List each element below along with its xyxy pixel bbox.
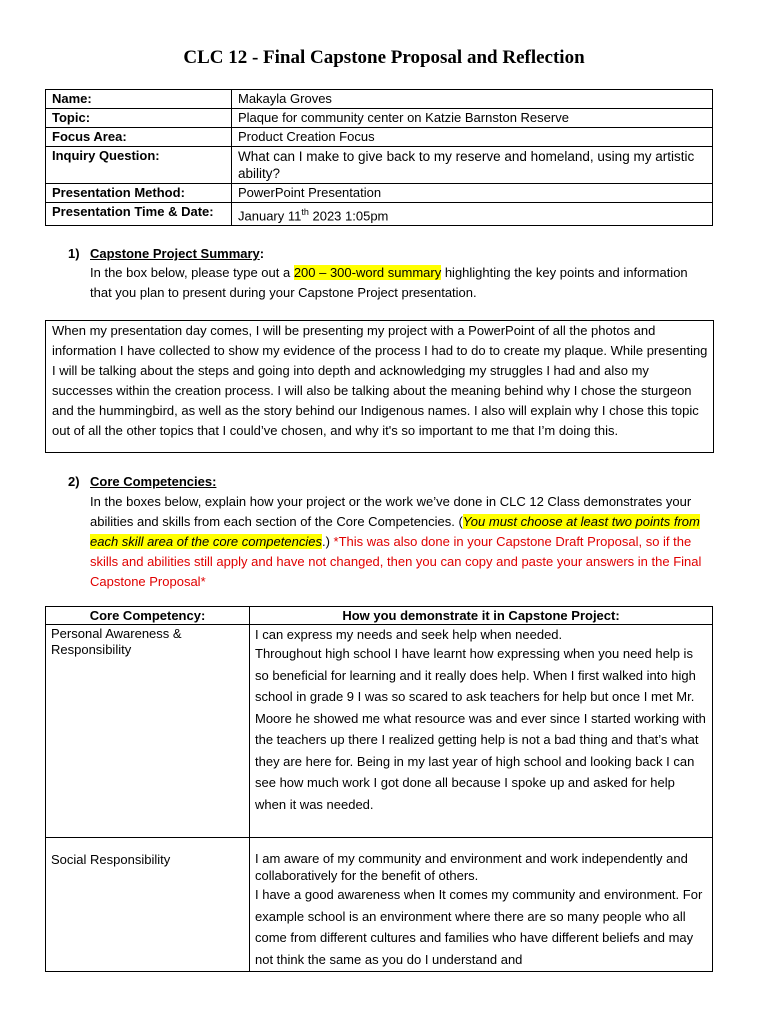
- date-text: January 11: [238, 208, 302, 224]
- competency-text: I have a good awareness when It comes my community and environment. For example school is an environment where there are so many people who all come from different cultures and families who have different beliefs and may not think the same as you do I understand and: [255, 887, 703, 967]
- summary-box: When my presentation day comes, I will be presenting my project with a PowerPoint of all the photos and information I have collected to show my evidence of the process I had to do to create my plaque. While presenting I will be talking about the steps and going into depth and acknowledging my struggles I had and also my successes within the creation process. I will also be talking about the meaning behind why I chose the sturgeon and the hummingbird, as well as the story behind our Indigenous names. I also will explain why I chose this topic out of all the other topics that I could’ve chosen, and why it's so important to me that I’m doing this.: [45, 320, 714, 453]
- student-info-table: [45, 89, 713, 226]
- section-number: 1): [68, 246, 80, 261]
- info-row-topic: [46, 109, 713, 128]
- section-1-heading: [68, 244, 264, 264]
- info-value: Product Creation Focus: [232, 128, 713, 147]
- info-label: Focus Area:: [46, 128, 232, 147]
- info-row-presentation-method: [46, 184, 713, 203]
- competency-text: Throughout high school I have learnt how expressing when you need help is so beneficial for learning and it really does help. When I first walked into high school in grade 9 I was so scared to ask teachers for help but once I met Mr. Moore he showed me what resource was and ever since I started working with the teachers up there I realized getting help is not a bad thing and that’s what they are here for. Being in my last year of high school and looking back I can see how much work I got done all because I spoke up and asked for help when it was needed.: [255, 646, 706, 812]
- section-2-heading: [68, 472, 216, 492]
- competency-first-line: I am aware of my community and environment and work independently and collaboratively for the benefit of others.: [255, 851, 688, 883]
- info-value: Makayla Groves: [232, 90, 713, 109]
- info-label: Inquiry Question:: [46, 147, 232, 184]
- info-label: Name:: [46, 90, 232, 109]
- instruction-text: .): [321, 534, 334, 549]
- info-value: Plaque for community center on Katzie Barnston Reserve: [232, 109, 713, 128]
- document-title: CLC 12 - Final Capstone Proposal and Reflection: [183, 47, 585, 68]
- section-colon: :: [259, 246, 265, 261]
- section-title: Capstone Project Summary: [90, 246, 260, 261]
- table-row: [46, 838, 713, 972]
- table-row: [46, 625, 713, 838]
- section-1-instructions: [90, 263, 710, 303]
- competency-description: [250, 838, 713, 972]
- section-title: Core Competencies:: [90, 474, 217, 489]
- core-competency-table: [45, 606, 713, 972]
- info-value: What can I make to give back to my reserve and homeland, using my artistic ability?: [232, 147, 713, 184]
- instruction-text: In the boxes below, explain how your project or the work we’ve done in CLC 12 Class demonstrates your abilities and skills from each section of the Core Competencies. (: [90, 494, 692, 529]
- section-number: 2): [68, 474, 80, 489]
- info-row-presentation-date: [46, 203, 713, 226]
- column-header: Core Competency:: [46, 607, 250, 625]
- competency-name: Personal Awareness & Responsibility: [46, 625, 250, 838]
- competency-description: [250, 625, 713, 838]
- column-header: How you demonstrate it in Capstone Project:: [250, 607, 713, 625]
- info-row-focus-area: [46, 128, 713, 147]
- instruction-text: In the box below, please type out a: [90, 265, 294, 280]
- info-row-name: [46, 90, 713, 109]
- info-label: Topic:: [46, 109, 232, 128]
- date-time-text: 2023 1:05pm: [308, 208, 389, 224]
- info-label: Presentation Method:: [46, 184, 232, 203]
- info-label: Presentation Time & Date:: [46, 203, 232, 226]
- competency-first-line: I can express my needs and seek help when needed.: [255, 627, 563, 642]
- info-row-inquiry-question: [46, 147, 713, 184]
- competency-name: Social Responsibility: [46, 838, 250, 972]
- info-value: PowerPoint Presentation: [232, 184, 713, 203]
- red-note-text: *This was also done in your Capstone Draft Proposal, so if the skills and abilities still apply and have not changed, then you can copy and paste your answers in the Final Capstone Proposal*: [90, 534, 702, 589]
- section-2-instructions: [90, 492, 710, 592]
- highlighted-text: You must choose at least two points from each skill area of the core competencies: [90, 514, 700, 549]
- info-value: [232, 203, 713, 226]
- date-ordinal: th: [301, 207, 309, 217]
- table-header-row: [46, 607, 713, 625]
- instruction-text: highlighting the key points and information that you plan to present during your Capstone Project presentation.: [90, 265, 688, 300]
- highlighted-text: 200 – 300-word summary: [293, 265, 442, 280]
